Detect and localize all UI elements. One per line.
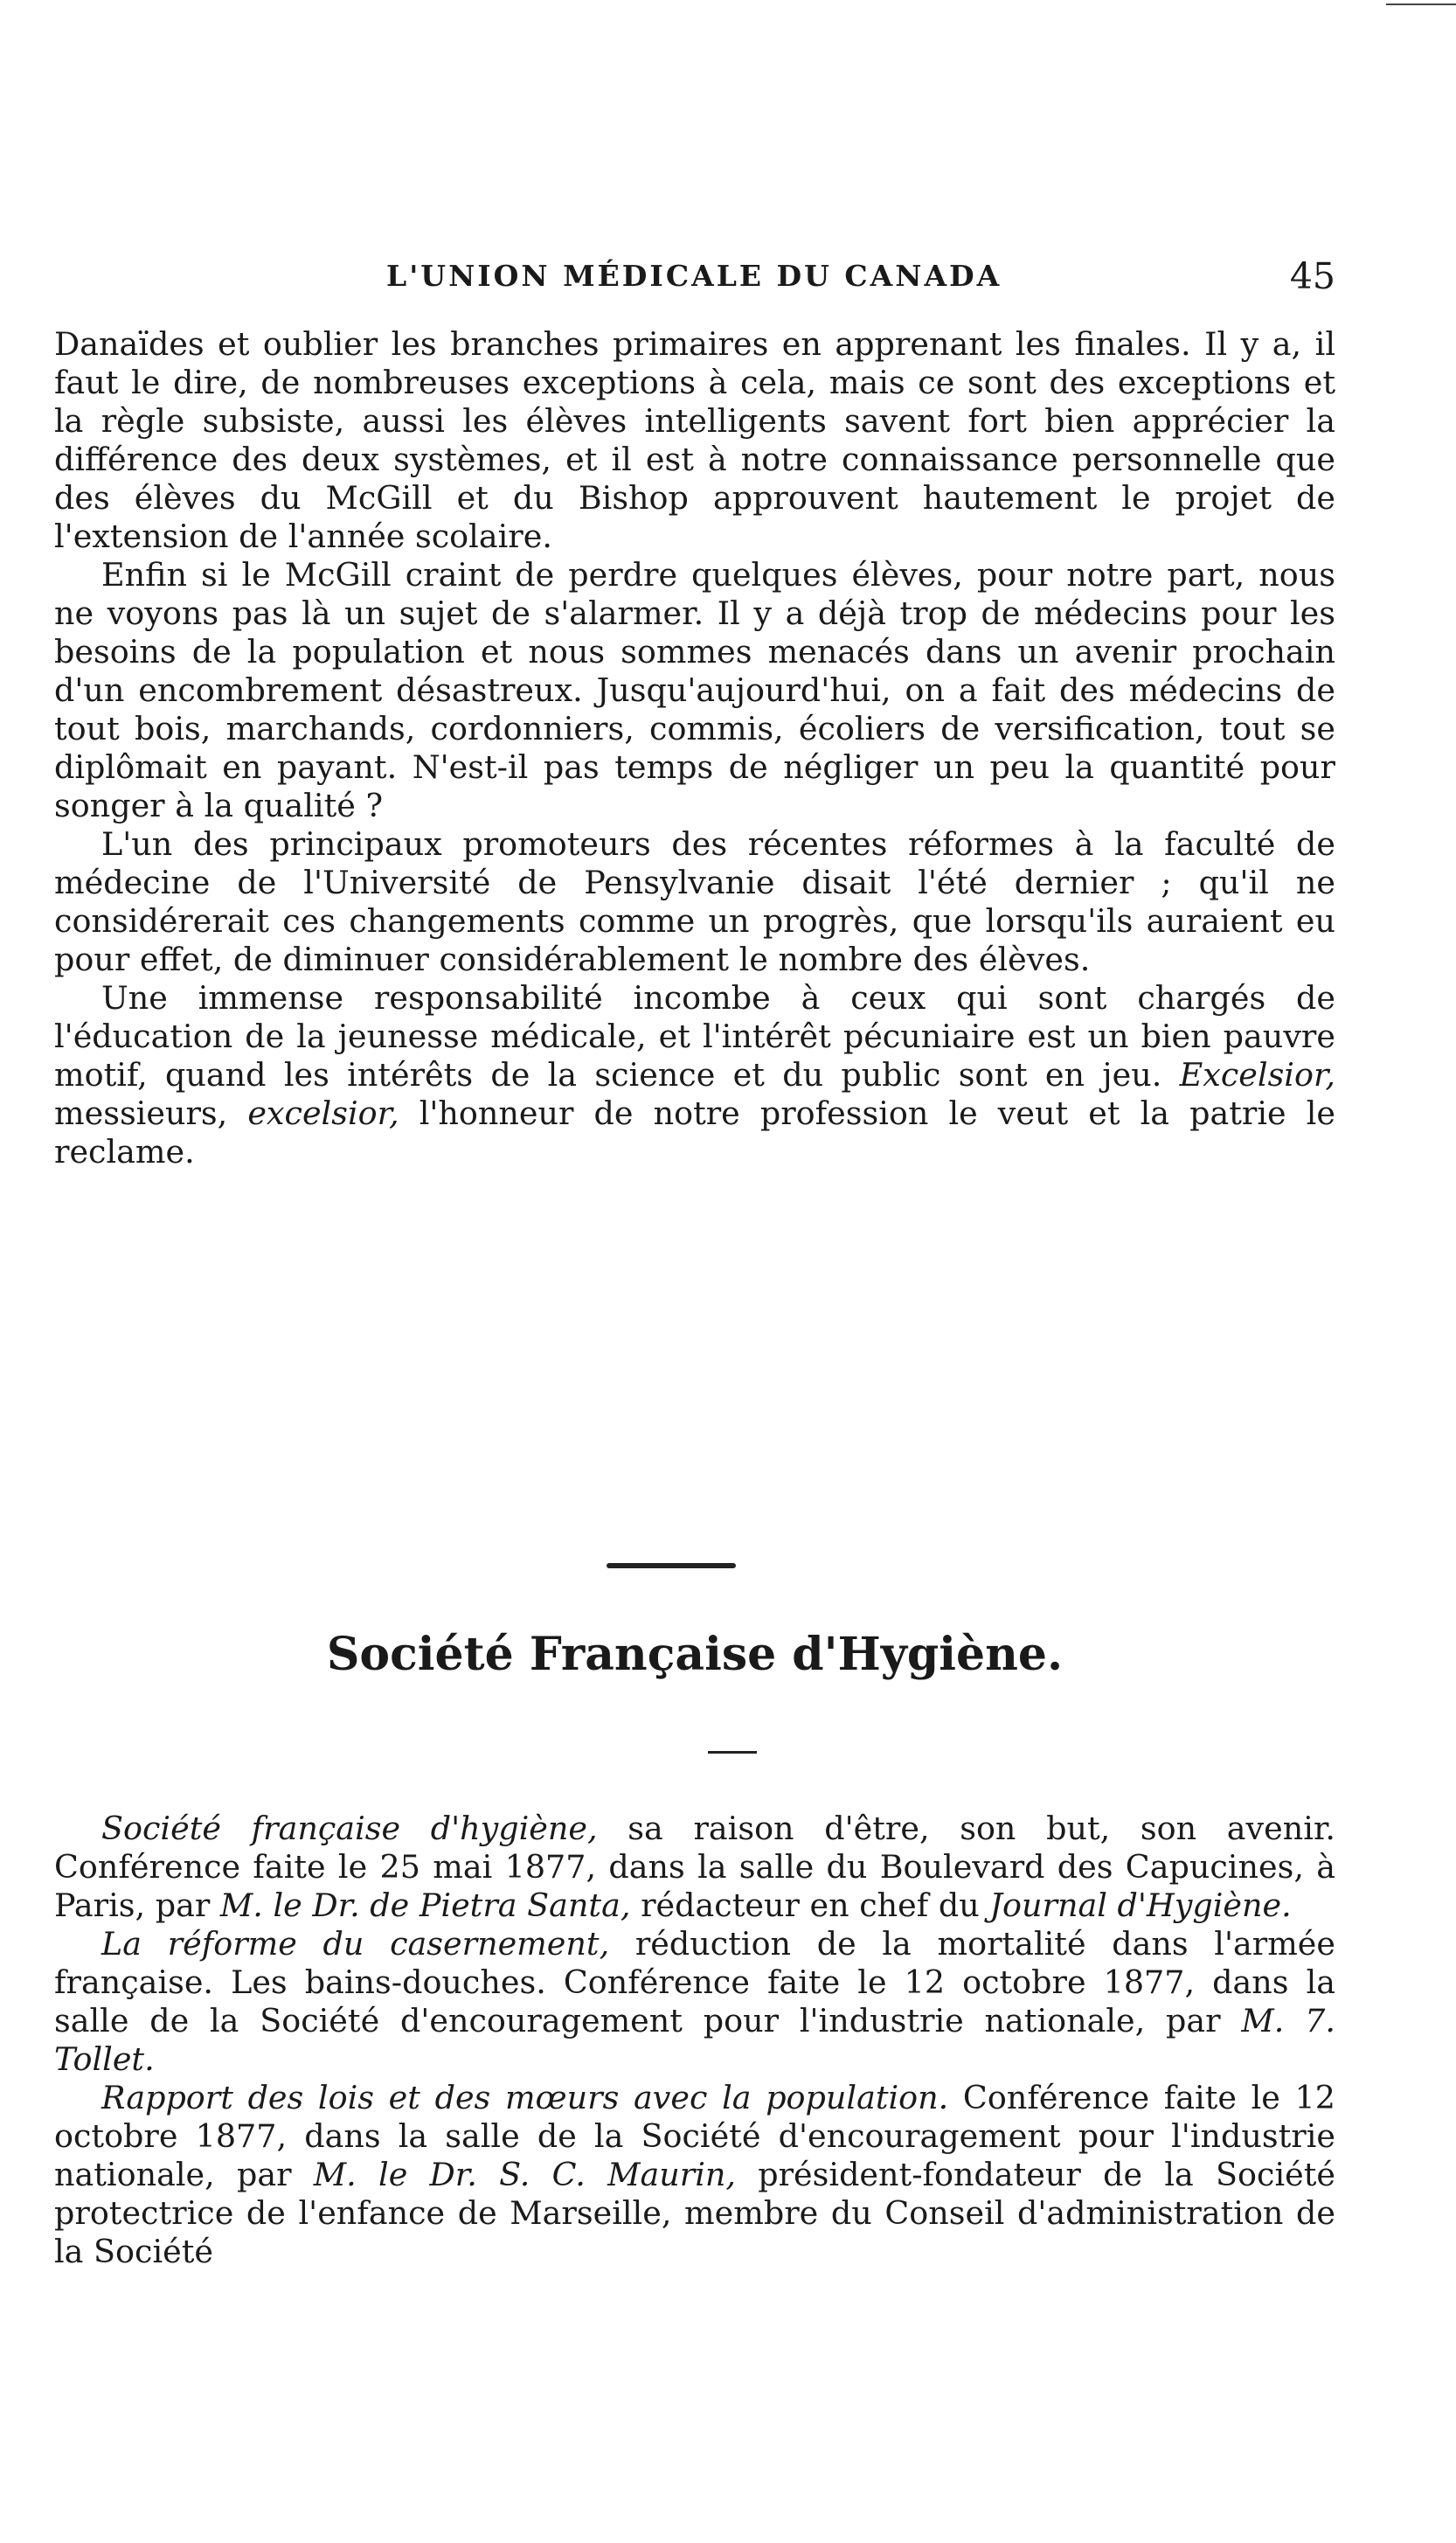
- paragraph-4-text-c: l'honneur de notre profession le veut et la patrie le reclame.: [54, 1094, 1335, 1171]
- entry-1-journal: Journal d'Hygiène.: [989, 1886, 1292, 1924]
- heading-rule: [708, 1751, 757, 1754]
- entry-3: [54, 2079, 1335, 2271]
- section-entries: [54, 1810, 1335, 2271]
- paragraph-4: [54, 979, 1335, 1171]
- entry-1-title: Société française d'hygiène,: [101, 1810, 598, 1847]
- entry-2-author: M. 7. Tollet.: [54, 2002, 1335, 2078]
- page-number: 45: [1289, 255, 1335, 297]
- paragraph-4-italic-2: excelsior,: [247, 1094, 399, 1132]
- paragraph-4-text-b: messieurs,: [54, 1094, 248, 1132]
- paragraph-2: Enfin si le McGill craint de perdre quelques élèves, pour notre part, nous ne voyons pas là un sujet de s'alarmer. Il y a déjà trop de médecins pour les besoins de la population et nous sommes menacés dans un avenir prochain d'un encombrement désastreux. Jusqu'aujourd'hui, on a fait des médecins de tout bois, marchands, cordonniers, commis, écoliers de versification, tout se diplômait en payant. N'est-il pas temps de négliger un peu la quantité pour songer à la qualité ?: [54, 556, 1335, 824]
- top-edge-rule: [1386, 3, 1456, 5]
- running-title: L'UNION MÉDICALE DU CANADA: [386, 259, 1002, 293]
- paragraph-3: L'un des principaux promoteurs des récentes réformes à la faculté de médecine de l'Université de Pensylvanie disait l'été dernier ; qu'il ne considérerait ces changements comme un progrès, que lorsqu'ils auraient eu pour effet, de diminuer considérablement le nombre des élèves.: [54, 825, 1335, 978]
- section-separator: [607, 1563, 736, 1568]
- entry-1-text-a: sa raison d'être, son but, son avenir. Conférence faite le 25 mai 1877, dans la salle du Boulevard des Capucines, à Paris, par: [54, 1810, 1335, 1924]
- article-body: [54, 325, 1335, 1171]
- entry-2: [54, 1925, 1335, 2079]
- entry-3-text-b: président-fondateur de la Société protectrice de l'enfance de Marseille, membre du Conseil d'administration de la Société: [54, 2156, 1335, 2270]
- entry-2-title: La réforme du casernement,: [101, 1925, 610, 1963]
- running-head: [54, 250, 1335, 302]
- section-heading: Société Française d'Hygiène.: [326, 1628, 1064, 1681]
- entry-1: [54, 1810, 1335, 1925]
- entry-1-text-b: rédacteur en chef du: [630, 1886, 990, 1924]
- paragraph-4-italic-1: Excelsior,: [1179, 1056, 1335, 1094]
- entry-1-author: M. le Dr. de Pietra Santa,: [219, 1886, 631, 1924]
- paragraph-4-text-a: Une immense responsabilité incombe à ceux qui sont chargés de l'éducation de la jeunesse médicale, et l'intérêt pécuniaire est un bien pauvre motif, quand les intérêts de la science et du public sont en jeu.: [54, 979, 1335, 1094]
- entry-3-author: M. le Dr. S. C. Maurin,: [313, 2156, 736, 2193]
- page: [54, 0, 1335, 2543]
- entry-3-text-a: Conférence faite le 12 octobre 1877, dans la salle de la Société d'encouragement pour l'industrie nationale, par: [54, 2079, 1335, 2193]
- entry-3-title: Rapport des lois et des mœurs avec la population.: [101, 2079, 949, 2116]
- paragraph-1: Danaïdes et oublier les branches primaires en apprenant les finales. Il y a, il faut le dire, de nombreuses exceptions à cela, mais ce sont des exceptions et la règle subsiste, aussi les élèves intelligents savent fort bien apprécier la différence des deux systèmes, et il est à notre connaissance personnelle que des élèves du McGill et du Bishop approuvent hautement le projet de l'extension de l'année scolaire.: [54, 325, 1335, 555]
- entry-2-text-a: réduction de la mortalité dans l'armée française. Les bains-douches. Conférence faite le 12 octobre 1877, dans la salle de la Société d'encouragement pour l'industrie nationale, par: [54, 1925, 1336, 2039]
